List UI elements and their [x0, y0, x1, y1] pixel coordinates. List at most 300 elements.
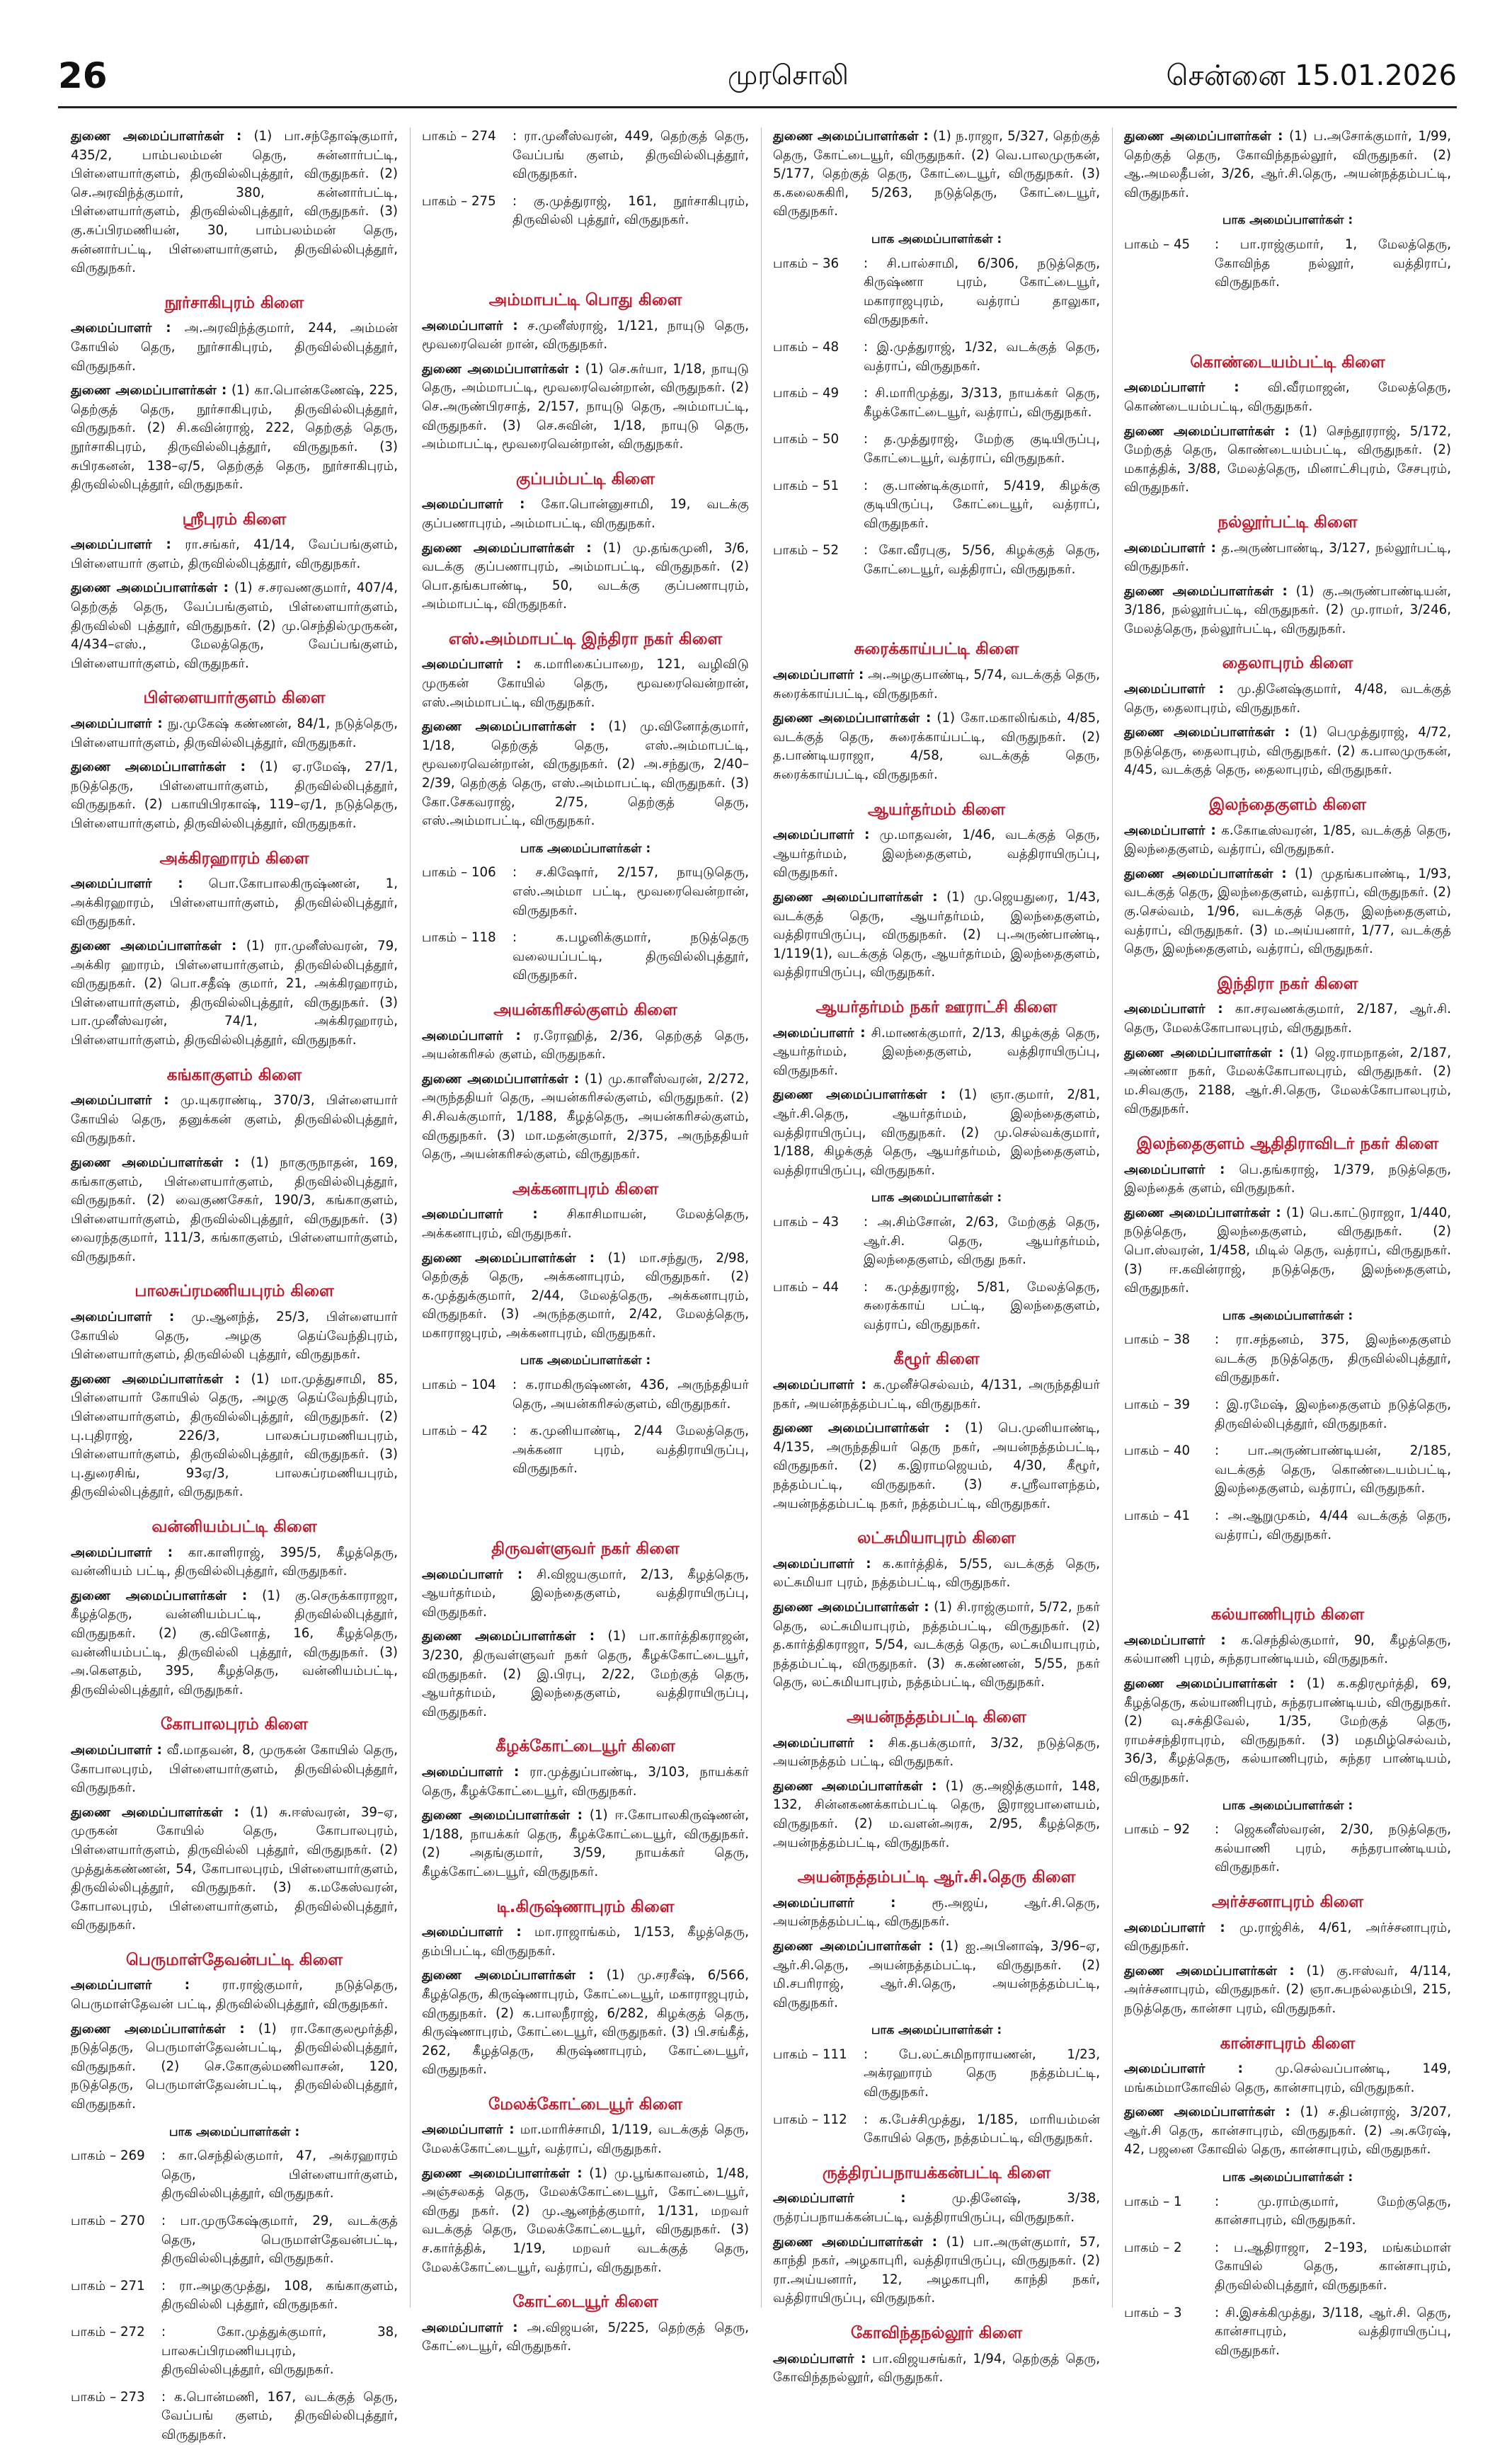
- label: துணை அமைப்பாளர்கள் :: [422, 540, 592, 556]
- label: துணை அமைப்பாளர்கள் :: [71, 580, 229, 596]
- label: துணை அமைப்பாளர்கள் :: [773, 1421, 950, 1436]
- branch-heading: வன்னியம்பட்டி கிளை: [151, 1518, 317, 1536]
- booth-number: பாகம் – 44: [773, 1279, 840, 1295]
- text: மு.செல்வப்பாண்டி, 149, மங்கம்மாகோவில் தெரு, கான்சாபுரம், விருதுநகர்.: [1124, 2061, 1451, 2095]
- text: (1) க.கதிரமூர்த்தி, 69, கீழத்தெரு, கல்யாணிபுரம், சுந்தரபாண்டியம், விருதுநகர். (2) வு.சக்திவேல், 1/35, மேற்குத் தெரு, ராமச்சந்திராபுரம், விருதுநகர். (3) மதமிழ்செல்வம், 36/3, கீழத்தெரு, கல்யாணிபுரம், சுந்தர பாண்டியம், விருதுநகர்.: [1124, 1676, 1451, 1785]
- text: கா.காளிராஜ், 395/5, கீழத்தெரு, வன்னியம் பட்டி, திருவில்லிபுத்தூர், விருதுநகர்.: [71, 1545, 398, 1579]
- deputy-organizers: [422, 718, 749, 831]
- branch-heading: சுரைக்காய்பட்டி கிளை: [854, 640, 1019, 659]
- spacer: [773, 588, 1100, 624]
- label: துணை அமைப்பாளர்கள் :: [422, 1808, 583, 1823]
- text: (1) பெமுத்துராஜ், 4/72, நடுத்தெரு, தைலாபுரம், விருதுநகர். (2) க.பாலமுருகன், 4/45, வடக்குத் தெரு, தைலாபுரம், விருதுநகர்.: [1124, 725, 1451, 778]
- branch-heading: இலந்தைகுளம் ஆதிதிராவிடர் நகர் கிளை: [1136, 1134, 1439, 1153]
- text: (1) ஜெ.ராமநாதன், 2/187, அண்ணா நகர், மேலக்கோபாலபுரம், விருதுநகர். (2) ம.சிவகுரு, 2188, ஆர்.சி.தெரு, மேலக்கோபாலபுரம், விருதுநகர்.: [1124, 1045, 1451, 1117]
- label: அமைப்பாளர் :: [1124, 1162, 1225, 1177]
- text: சிகாசிமாயன், மேலத்தெரு, அக்கனாபுரம், விருதுநகர்.: [422, 1207, 749, 1241]
- deputy-organizers: [1124, 1675, 1451, 1788]
- text: க.கார்த்திக், 5/55, வடக்குத் தெரு, லட்சுமியா புரம், நத்தம்பட்டி, விருதுநகர்.: [773, 1556, 1100, 1591]
- deputy-organizers: [422, 539, 749, 614]
- label: அமைப்பாளர் :: [1124, 1632, 1226, 1648]
- deputy-organizers: [71, 1370, 398, 1502]
- label: அமைப்பாளர் :: [422, 1028, 521, 1043]
- organizer: [773, 1894, 1100, 1932]
- text: (1) பெ.காட்டுராஜா, 1/440, நடுத்தெரு, இலந்தைகுளம், விருதுநகர். (2) பொ.ஸ்வரன், 1/458, மிடில் தெரு, வத்ராப், விருதுநகர். (3) ஈ.கவின்ராஜ், நடுத்தெரு, இலந்தைகுளம், விருதுநகர்.: [1124, 1205, 1451, 1296]
- branch-heading: கொண்டையம்பட்டி கிளை: [1190, 353, 1385, 372]
- label: துணை அமைப்பாளர்கள் :: [1124, 725, 1290, 740]
- booth-text: : அ.ஆறுமுகம், 4/44 வடக்குத் தெரு, வத்ராப், விருதுநகர்.: [1215, 1508, 1451, 1542]
- deputy-organizers: [422, 1249, 749, 1344]
- label: அமைப்பாளர் :: [71, 1545, 173, 1560]
- label: அமைப்பாளர் :: [773, 668, 864, 683]
- branch-heading: ருத்திரப்பநாயக்கன்பட்டி கிளை: [822, 2163, 1051, 2182]
- booth-text: : கு.முத்துராஜ், 161, நூர்சாகிபுரம், திருவில்லி புத்தூர், விருதுநகர்.: [512, 193, 749, 228]
- text: மா.மாரிச்சாமி, 1/119, வடக்குத் தெரு, மேலக்கோட்டையூர், வத்ராப், விருதுநகர்.: [422, 2122, 749, 2157]
- text: (1) ஏ.ரமேஷ், 27/1, நடுத்தெரு, பிள்ளையார்குளம், திருவில்லிபுத்தூர், விருதுநகர். (2) பகாயிபிரகாஷ், 119–ஏ/1, நடுத்தெரு, பிள்ளையார்குளம், திருவில்லிபுத்தூர், விருதுநகர்.: [71, 760, 398, 831]
- label: துணை அமைப்பாளர்கள் :: [71, 2021, 245, 2037]
- booth-number: பாகம் – 104: [422, 1378, 496, 1393]
- organizer: [1124, 2060, 1451, 2097]
- branch-heading: கோட்டையூர் கிளை: [512, 2293, 658, 2312]
- text: (1) மு.பூங்காவனம், 1/48, அஞ்சலகத் தெரு, மேலக்கோட்டையூர், கோட்டையூர், விருது நகர். (2) மு.ஆனந்த்குமார், 1/131, மறவர் வடக்குத் தெரு, மேலக்கோட்டையூர், விருதுநகர். (3) ச.கார்த்திக், 1/19, மறவர் வடக்குத் தெரு, மேலக்கோட்டையூர், வத்ராப், விருதுநகர்.: [422, 2165, 749, 2275]
- text: (1) கு.ஈஸ்வர், 4/114, அர்ச்சனாபுரம், விருதுநகர். (2) ஞா.சுபநல்லதம்பி, 215, நடுத்தெரு, கான்சா புரம், விருதுநகர்.: [1124, 1963, 1451, 2016]
- booth-number: பாகம் – 92: [1124, 1822, 1191, 1838]
- booth-number: பாகம் – 275: [422, 193, 496, 209]
- booth-text: : க.ராமகிருஷ்ணன், 436, அருந்ததியர் தெரு, அயன்கரிசல்குளம், விருதுநகர்.: [512, 1378, 749, 1412]
- organizer: [1124, 1919, 1451, 1957]
- column-2: [422, 127, 749, 2354]
- label: அமைப்பாளர் :: [773, 1025, 866, 1041]
- label: துணை அமைப்பாளர்கள் :: [773, 1778, 937, 1794]
- branch-heading: அம்மாபட்டி பொது கிளை: [488, 290, 682, 309]
- text: (1) மா.சந்துரு, 2/98, தெற்குத் தெரு, அக்கனாபுரம், விருதுநகர். (2) க.முத்துக்குமார், 2/44, மேலத்தெரு, அக்கனாபுரம், விருதுநகர். (3) அருந்தகுமார், 2/42, மேலத்தெரு, மகாராஜபுரம், அக்கனாபுரம், விருதுநகர்.: [422, 1250, 749, 1341]
- booth-row: [71, 2388, 398, 2445]
- booth-row: [773, 1278, 1100, 1335]
- text: ர.ரோஹித், 2/36, தெற்குத் தெரு, அயன்கரிசல் குளம், விருதுநகர்.: [422, 1028, 749, 1063]
- booth-text: : ச.கிஷோர், 2/157, நாயுடுதெரு, எஸ்.அம்மா பட்டி, மூவரைவென்றான், விருதுநகர்.: [512, 865, 749, 918]
- branch-heading: கோபாலபுரம் கிளை: [160, 1715, 309, 1734]
- column-divider: [410, 127, 411, 2308]
- label: துணை அமைப்பாளர்கள் :: [773, 1600, 929, 1615]
- label: அமைப்பாளர் :: [71, 1978, 190, 1993]
- label: துணை அமைப்பாளர்கள் :: [71, 1804, 239, 1820]
- booth-number: பாகம் – 45: [1124, 236, 1191, 252]
- text: (1) சி.ராஜ்குமார், 5/72, நகர் தெரு, லட்சுமியாபுரம், நத்தம்பட்டி, விருதுநகர். (2) த.கார்த்திகராஜா, 5/54, வடக்குத் தெரு, லட்சுமியாபுரம், நத்தம்பட்டி, விருதுநகர். (3) சு.கண்ணன், 5/55, நகர் தெரு, லட்சுமியாபுரம், நத்தம்பட்டி, விருதுநகர்.: [773, 1600, 1100, 1690]
- booth-row: [71, 2147, 398, 2204]
- page-number: 26: [58, 55, 108, 96]
- text: சி.மாணக்குமார், 2/13, கிழக்குத் தெரு, ஆயர்தர்மம், இலந்தைகுளம், வத்திராயிருப்பு, விருதுநகர்.: [773, 1025, 1100, 1078]
- label: அமைப்பாளர் :: [773, 1735, 874, 1751]
- organizer: [71, 1741, 398, 1798]
- text: (1) ந.ராஜா, 5/327, தெற்குத் தெரு, கோட்டையூர், விருதுநகர். (2) வெ.பாலமுருகன், 5/177, தெற்குத் தெரு, கோட்டையூர், விருதுநகர். (3) க.கலைசுகிரி, 5/263, நடுத்தெரு, கோட்டையூர், விருதுநகர்.: [773, 129, 1100, 219]
- booth-row: [1124, 1507, 1451, 1545]
- booth-text: : க.பழனிக்குமார், நடுத்தெரு வலையப்பட்டி, திருவில்லிபுத்தூர், விருதுநகர்.: [512, 930, 749, 983]
- label: அமைப்பாளர் :: [1124, 1002, 1223, 1017]
- booth-text: : கா.செந்தில்குமார், 47, அக்ரஹாரம் தெரு, பிள்ளையார்குளம், திருவில்லிபுத்தூர், விருதுநகர்.: [161, 2148, 398, 2201]
- booth-number: பாகம் – 274: [422, 129, 496, 144]
- branch-heading: நூர்சாகிபுரம் கிளை: [164, 293, 304, 312]
- text: (1) ச.திபன்ராஜ், 3/207, ஆர்.சி தெரு, கான்சாபுரம், விருதுநகர். (2) அ.சுரேஷ், 42, பஜனை கோவில் தெரு, கான்சாபுரம், விருதுநகர்.: [1124, 2105, 1451, 2158]
- booth-text: : அ.சிம்சோன், 2/63, மேற்குத் தெரு, ஆர்.சி. தெரு, ஆயர்தர்மம், இலந்தைகுளம், விருது நகர்.: [864, 1214, 1100, 1268]
- label: அமைப்பாளர் :: [422, 1764, 520, 1780]
- text: க.மாரிகைப்பாறை, 121, வழிவிடு முருகன் கோயில் தெரு, மூவரைவென்றான், எஸ்.அம்மாபட்டி, விருதுநகர்.: [422, 657, 749, 710]
- deputy-organizers: [71, 758, 398, 833]
- section-subheading: பாக அமைப்பாளர்கள் :: [1222, 1798, 1353, 1813]
- text: க.கோடீஸ்வரன், 1/85, வடக்குத் தெரு, இலந்தைகுளம், வத்ராப், விருதுநகர்.: [1124, 823, 1451, 857]
- text: மு.தினேஷ், 3/38, ருத்ரப்பநாயக்கன்பட்டி, வத்திராயிருப்பு, விருதுநகர்.: [773, 2191, 1100, 2226]
- branch-heading: கான்சாபுரம் கிளை: [1220, 2034, 1356, 2053]
- label: துணை அமைப்பாளர்கள் :: [422, 1629, 595, 1644]
- text: பொ.கோபாலகிருஷ்ணன், 1, அக்கிரஹாரம், பிள்ளையார்குளம், திருவில்லிபுத்தூர், விருதுநகர்.: [71, 876, 398, 929]
- booth-row: [1124, 2193, 1451, 2231]
- text: ரா.சங்கர், 41/14, வேப்பங்குளம், பிள்ளையார் குளம், திருவில்லிபுத்தூர், விருதுநகர்.: [71, 537, 398, 571]
- booth-row: [773, 430, 1100, 468]
- text: சி.விஜயகுமார், 2/13, கீழத்தெரு, ஆயர்தர்மம், இலந்தைகுளம், வத்திராயிருப்பு, விருதுநகர்.: [422, 1567, 749, 1620]
- deputy-organizers: [422, 1070, 749, 1164]
- booth-text: : சி.இசக்கிமுத்து, 3/118, ஆர்.சி. தெரு, கான்சாபுரம், வத்திராயிருப்பு, விருதுநகர்.: [1215, 2305, 1451, 2358]
- text: (1) மா.முத்துசாமி, 85, பிள்ளையார் கோயில் தெரு, அழகு தெய்வேந்திபுரம், பிள்ளையார்குளம், திருவில்லிபுத்தூர், விருதுநகர். (2) பு.புதிராஜ், 226/3, பாலசுப்பரமணியபுரம், பிள்ளையார்குளம், திருவில்லிபுத்தூர், விருதுநகர். (3) பு.துரைசிங், 93ஏ/3, பாலசுப்ரமணியபுரம், திருவில்லிபுத்தூர், விருதுநகர்.: [71, 1371, 398, 1500]
- branch-heading: பிள்ளையார்குளம் கிளை: [143, 689, 326, 708]
- label: அமைப்பாளர் :: [773, 1895, 896, 1911]
- section-subheading: பாக அமைப்பாளர்கள் :: [1222, 1308, 1353, 1323]
- deputy-organizers: [1124, 2103, 1451, 2160]
- label: துணை அமைப்பாளர்கள் :: [773, 711, 932, 726]
- text: க.முனீச்செல்வம், 4/131, அருந்ததியர் நகர், அயன்நத்தம்பட்டி, விருதுநகர்.: [773, 1378, 1100, 1412]
- organizer: [1124, 539, 1451, 577]
- deputy-organizers: [773, 709, 1100, 784]
- label: துணை அமைப்பாளர்கள் :: [773, 1087, 946, 1103]
- label: துணை அமைப்பாளர்கள் :: [71, 938, 237, 954]
- branch-heading: அயன்நத்தம்பட்டி கிளை: [847, 1707, 1026, 1727]
- branch-heading: கோவிந்தநல்லூர் கிளை: [850, 2324, 1023, 2342]
- deputy-organizers: [1124, 423, 1451, 498]
- deputy-organizers: [1124, 1962, 1451, 2019]
- deputy-organizers: [1124, 1044, 1451, 1119]
- booth-number: பாகம் – 49: [773, 386, 840, 401]
- page-header: [0, 0, 1512, 96]
- label: துணை அமைப்பாளர்கள் :: [773, 890, 938, 905]
- label: அமைப்பாளர் :: [422, 2320, 518, 2335]
- text: மு.ராஜ்சிக், 4/61, அர்ச்சனாபுரம், விருதுநகர்.: [1124, 1920, 1451, 1954]
- organizer: [422, 655, 749, 712]
- booth-number: பாகம் – 106: [422, 865, 496, 881]
- booth-number: பாகம் – 42: [422, 1424, 488, 1439]
- booth-text: : கோ.வீரபுகு, 5/56, கிழக்குத் தெரு, கோட்டையூர், வத்திராப், விருதுநகர்.: [864, 543, 1100, 577]
- booth-text: : ஜெகனீஸ்வரன், 2/30, நடுத்தெரு, கல்யாணி புரம், சுந்தரபாண்டியம், விருதுநகர்.: [1215, 1822, 1451, 1875]
- booth-text: : க.பொன்மணி, 167, வடக்குத் தெரு, வேப்பங் குளம், திருவில்லிபுத்தூர், விருதுநகர்.: [161, 2389, 398, 2442]
- organizer: [422, 496, 749, 533]
- branch-heading: பெருமாள்தேவன்பட்டி கிளை: [125, 1950, 343, 1969]
- text: அ.அழகுபாண்டி, 5/74, வடக்குத் தெரு, சுரைக்காய்பட்டி, விருதுநகர்.: [773, 668, 1100, 702]
- organizer: [422, 1763, 749, 1801]
- label: அமைப்பாளர் :: [422, 1567, 523, 1582]
- deputy-organizers: [422, 2165, 749, 2278]
- organizer: [422, 317, 749, 355]
- deputy-organizers: [773, 127, 1100, 222]
- text: (1) ரா.முனீஸ்வரன், 79, அக்கிர ஹாரம், பிள்ளையார்குளம், திருவில்லிபுத்தூர், விருதுநகர். (2) பொ.சதீஷ் குமார், 21, அக்கிரஹாரம், பிள்ளையார்குளம், திருவில்லிபுத்தூர், விருதுநகர். (3) பா.முனீஸ்வரன், 74/1, அக்கிரஹாரம், பிள்ளையார்குளம், திருவில்லிபுத்தூர், விருதுநகர்.: [71, 938, 398, 1048]
- label: அமைப்பாளர் :: [422, 2122, 515, 2138]
- branch-heading: பாலசுப்ரமணியபுரம் கிளை: [134, 1282, 334, 1301]
- booth-number: பாகம் – 3: [1124, 2305, 1182, 2320]
- booth-row: [1124, 1821, 1451, 1877]
- deputy-organizers: [773, 1777, 1100, 1853]
- booth-number: பாகம் – 112: [773, 2112, 847, 2127]
- text: (1) பா.அருள்குமார், 57, காந்தி நகர், அழகாபுரி, வத்திராயிருப்பு, விருதுநகர். (2) ரா.அய்யனார், 12, அழகாபுரி, காந்தி நகர், வத்திராயிருப்பு, விருதுநகர்.: [773, 2234, 1100, 2306]
- label: துணை அமைப்பாளர்கள் :: [71, 1588, 248, 1603]
- deputy-organizers: [773, 1598, 1100, 1693]
- organizer: [71, 875, 398, 932]
- label: துணை அமைப்பாளர்கள் :: [422, 1071, 580, 1087]
- booth-text: : பே.லட்சுமிநாராயணன், 1/23, அக்ரஹாரம் தெரு நத்தம்பட்டி, விருதுநகர்.: [864, 2046, 1100, 2100]
- organizer: [1124, 1632, 1451, 1669]
- booth-row: [422, 127, 749, 184]
- booth-number: பாகம் – 48: [773, 339, 840, 355]
- booth-text: : பா.ராஜ்குமார், 1, மேலத்தெரு, கோவிந்த நல்லூர், வத்திராப், விருதுநகர்.: [1215, 236, 1451, 290]
- text: (1) ஞா.குமார், 2/81, ஆர்.சி.தெரு, ஆயர்தர்மம், இலந்தைகுளம், வத்திராயிருப்பு, விருதுநகர். (2) மு.செல்வக்குமார், 1/188, கிழக்குத் தெரு, ஆயர்தர்மம், இலந்தைகுளம், வத்திராயிருப்பு, விருதுநகர்.: [773, 1087, 1100, 1178]
- text: நு.முகேஷ் கண்ணன், 84/1, நடுத்தெரு, பிள்ளையார்குளம், திருவில்லிபுத்தூர், விருதுநகர்.: [71, 716, 398, 750]
- text: (1) பெ.முனியாண்டி, 4/135, அருந்ததியர் தெரு நகர், அயன்நத்தம்பட்டி, விருதுநகர். (2) க.இராமஜெயம், 4/30, கீழூர், நத்தம்பட்டி, விருதுநகர். (3) ச.ஸ்ரீவாளந்தம், அயன்நத்தம்பட்டி நகர், நத்தம்பட்டி, விருதுநகர்.: [773, 1421, 1100, 1511]
- organizer: [71, 715, 398, 752]
- organizer: [422, 2121, 749, 2158]
- booth-row: [773, 2046, 1100, 2102]
- label: துணை அமைப்பாளர்கள் :: [1124, 866, 1287, 881]
- branch-heading: தைலாபுரம் கிளை: [1222, 654, 1353, 673]
- section-subheading: பாக அமைப்பாளர்கள் :: [168, 2124, 300, 2139]
- text: ரா.ராஜ்குமார், நடுத்தெரு, பெருமாள்தேவன் பட்டி, திருவில்லிபுத்தூர், விருதுநகர்.: [71, 1978, 398, 2012]
- deputy-organizers: [71, 127, 398, 278]
- organizer: [71, 536, 398, 573]
- text: மு.தினேஷ்குமார், 4/48, வடக்குத் தெரு, தைலாபுரம், விருதுநகர்.: [1124, 682, 1451, 716]
- label: துணை அமைப்பாளர்கள் :: [422, 2165, 583, 2181]
- text: (1) மு.தங்கமுனி, 3/6, வடக்கு குப்பணாபுரம், அம்மாபட்டி, விருதுநகர். (2) பொ.தங்கபாண்டி, 50, வடக்கு குப்பணாபுரம், அம்மாபட்டி, விருதுநகர்.: [422, 540, 749, 612]
- organizer: [773, 826, 1100, 883]
- organizer: [1124, 822, 1451, 859]
- booth-number: பாகம் – 51: [773, 478, 840, 493]
- booth-number: பாகம் – 270: [71, 2214, 145, 2228]
- booth-text: : ரா.அழகுமுத்து, 108, கங்காகுளம், திருவில்லி புத்தூர், விருதுநகர்.: [161, 2278, 398, 2313]
- organizer: [773, 1024, 1100, 1081]
- booth-row: [1124, 1442, 1451, 1499]
- branch-heading: ஸ்ரீபுரம் கிளை: [182, 510, 287, 529]
- label: அமைப்பாளர் :: [773, 1378, 866, 1393]
- organizer: [422, 1027, 749, 1065]
- organizer: [1124, 379, 1451, 416]
- booth-number: பாகம் – 50: [773, 432, 840, 447]
- booth-text: : இ.முத்துராஜ், 1/32, வடக்குத் தெரு, வத்ராப், விருதுநகர்.: [864, 339, 1100, 374]
- label: அமைப்பாளர் :: [773, 828, 870, 843]
- branch-heading: டி.கிருஷ்ணாபுரம் கிளை: [496, 1897, 675, 1916]
- label: துணை அமைப்பாளர்கள் :: [773, 2234, 938, 2250]
- label: துணை அமைப்பாளர்கள் :: [71, 383, 227, 399]
- booth-number: பாகம் – 271: [71, 2278, 145, 2294]
- organizer: [71, 1092, 398, 1148]
- booth-text: : பா.முருகேஷ்குமார், 29, வடக்குத் தெரு, பெருமாள்தேவன்பட்டி, திருவில்லிபுத்தூர், விருதுநகர்.: [161, 2214, 398, 2267]
- booth-number: பாகம் – 39: [1124, 1397, 1191, 1413]
- label: அமைப்பாளர் :: [71, 716, 163, 732]
- branch-heading: இந்திரா நகர் கிளை: [1217, 974, 1358, 993]
- booth-text: : கு.பாண்டிக்குமார், 5/419, கிழக்கு குடியிருப்பு, கோட்டையூர், வத்ராப், விருதுநகர்.: [864, 478, 1100, 531]
- booth-number: பாகம் – 38: [1124, 1332, 1191, 1348]
- text: (1) ரா.கோகுலமூர்த்தி, நடுத்தெரு, பெருமாள்தேவன்பட்டி, திருவில்லிபுத்தூர், விருதுநகர். (2) செ.கோகுல்மணிவாசன், 120, நடுத்தெரு, பெருமாள்தேவன்பட்டி, திருவில்லிபுத்தூர், விருதுநகர்.: [71, 2021, 398, 2112]
- section-subheading: பாக அமைப்பாளர்கள் :: [520, 1353, 651, 1368]
- organizer: [71, 1308, 398, 1365]
- organizer: [422, 2319, 749, 2357]
- booth-number: பாகம் – 40: [1124, 1443, 1191, 1459]
- branch-heading: நல்லூர்பட்டி கிளை: [1218, 513, 1358, 532]
- booth-number: பாகம் – 43: [773, 1214, 840, 1230]
- text: ரூ.அஜய், ஆர்.சி.தெரு, அயன்நத்தம்பட்டி, விருதுநகர்.: [773, 1895, 1100, 1930]
- branch-heading: கங்காகுளம் கிளை: [166, 1065, 302, 1084]
- organizer: [71, 1544, 398, 1581]
- booth-number: பாகம் – 269: [71, 2148, 145, 2164]
- deputy-organizers: [773, 888, 1100, 983]
- text: கா.சரவணக்குமார், 2/187, ஆர்.சி. தெரு, மேலக்கோபாலபுரம், விருதுநகர்.: [1124, 1002, 1451, 1036]
- text: பா.விஜயசங்கர், 1/94, தெற்குத் தெரு, கோவிந்தநல்லூர், விருதுநகர்.: [773, 2351, 1100, 2386]
- deputy-organizers: [773, 1086, 1100, 1180]
- organizer: [773, 666, 1100, 704]
- label: அமைப்பாளர் :: [422, 1925, 522, 1940]
- spacer: [1124, 301, 1451, 338]
- branch-heading: அயன்கரிசல்குளம் கிளை: [493, 1000, 677, 1019]
- booth-row: [422, 929, 749, 985]
- booth-row: [1124, 236, 1451, 292]
- label: துணை அமைப்பாளர்கள் :: [422, 361, 580, 377]
- organizer: [773, 1734, 1100, 1772]
- text: (1) கு.அருண்பாண்டியன், 3/186, நல்லூர்பட்டி, விருதுநகர். (2) மு.ராமர், 3/246, மேலத்தெரு, நல்லூர்பட்டி, விருதுநகர்.: [1124, 583, 1451, 636]
- label: துணை அமைப்பாளர்கள் :: [71, 1371, 240, 1387]
- booth-number: பாகம் – 272: [71, 2324, 145, 2340]
- deputy-organizers: [71, 579, 398, 673]
- booth-row: [773, 384, 1100, 422]
- text: சிக.தபக்குமார், 3/32, நடுத்தெரு, அயன்நத்தம் பட்டி, விருதுநகர்.: [773, 1735, 1100, 1770]
- column-4: [1124, 127, 1451, 2358]
- label: துணை அமைப்பாளர்கள் :: [422, 1968, 594, 1983]
- branch-heading: அர்ச்சனாபுரம் கிளை: [1211, 1892, 1364, 1911]
- booth-row: [773, 1213, 1100, 1270]
- deputy-organizers: [1124, 1204, 1451, 1298]
- deputy-organizers: [422, 1806, 749, 1882]
- organizer: [773, 1376, 1100, 1414]
- text: (1) நாகுருநாதன், 169, கங்காகுளம், பிள்ளையார்குளம், திருவில்லிபுத்தூர், விருதுநகர். (2) வைகுணசேகர், 190/3, கங்காகுளம், பிள்ளையார்குளம், திருவில்லிபுத்தூர், விருதுநகர். (3) வைரந்தகுமார், 111/3, கங்காகுளம், பிள்ளையார்குளம், விருதுநகர்.: [71, 1155, 398, 1264]
- column-1: [71, 127, 398, 2442]
- deputy-organizers: [773, 1419, 1100, 1513]
- column-divider: [1112, 127, 1113, 2308]
- booth-row: [1124, 2239, 1451, 2296]
- text: (1) சு.ஈஸ்வரன், 39–ஏ, முருகன் கோயில் தெரு, கோபாலபுரம், பிள்ளையார்குளம், திருவில்லி புத்தூர், விருதுநகர். (2) முத்துக்கண்ணன், 54, கோபாலபுரம், பிள்ளையார்குளம், திருவில்லிபுத்தூர், விருதுநகர். (3) க.மகேஸ்வரன், கோபாலபுரம், பிள்ளையார்குளம், திருவில்லிபுத்தூர், விருதுநகர்.: [71, 1804, 398, 1933]
- text: மு.மாதவன், 1/46, வடக்குத் தெரு, ஆயர்தர்மம், இலந்தைகுளம், வத்திராயிருப்பு, விருதுநகர்.: [773, 828, 1100, 881]
- label: துணை அமைப்பாளர்கள் :: [422, 1250, 595, 1266]
- label: அமைப்பாளர் :: [1124, 682, 1224, 697]
- deputy-organizers: [71, 937, 398, 1050]
- spacer: [422, 1487, 749, 1524]
- section-subheading: பாக அமைப்பாளர்கள் :: [1222, 2170, 1353, 2185]
- booth-row: [773, 2111, 1100, 2148]
- organizer: [71, 319, 398, 376]
- booth-row: [422, 193, 749, 230]
- deputy-organizers: [422, 360, 749, 454]
- label: அமைப்பாளர் :: [422, 497, 525, 513]
- booth-row: [71, 2323, 398, 2380]
- label: அமைப்பாளர் :: [71, 1093, 169, 1109]
- label: அமைப்பாளர் :: [422, 657, 522, 672]
- label: துணை அமைப்பாளர்கள் :: [773, 129, 929, 144]
- organizer: [71, 1976, 398, 2014]
- branch-heading: லட்சுமியாபுரம் கிளை: [857, 1529, 1016, 1548]
- dateline: சென்னை 15.01.2026: [1166, 59, 1457, 92]
- text: (1) செ.சுர்யா, 1/18, நாயுடு தெரு, அம்மாபட்டி, மூவரைவென்றான், விருதுநகர். (2) செ.அருண்பிரசாத், 2/157, நாயுடு தெரு, அம்மாபட்டி, விருதுநகர். (3) செ.சுவின், 1/18, நாயுடு தெரு, அம்மாபட்டி, மூவரைவென்றான், விருதுநகர்.: [422, 361, 749, 452]
- booth-number: பாகம் – 2: [1124, 2240, 1182, 2255]
- text: மா.ராஜாங்கம், 1/153, கீழத்தெரு, தம்பிபட்டி, விருதுநகர்.: [422, 1925, 749, 1959]
- text: (1) மு.காளீஸ்வரன், 2/272, அருந்ததியர் தெரு, அயன்கரிசல்குளம், விருதுநகர். (2) சி.சிவக்குமார், 1/188, கீழத்தெரு, அயன்கரிசல்குளம், விருதுநகர். (3) மா.மதன்குமார், 2/375, அருந்ததியர் தெரு, அயன்கரிசல்குளம், விருதுநகர்.: [422, 1071, 749, 1162]
- branch-heading: எஸ்.அம்மாபட்டி இந்திரா நகர் கிளை: [448, 629, 723, 648]
- branch-heading: மேலக்கோட்டையூர் கிளை: [488, 2095, 683, 2114]
- header-rule: [58, 106, 1457, 108]
- label: துணை அமைப்பாளர்கள் :: [71, 129, 242, 144]
- booth-number: பாகம் – 273: [71, 2389, 145, 2405]
- deputy-organizers: [773, 2233, 1100, 2308]
- label: அமைப்பாளர் :: [773, 2191, 906, 2206]
- section-subheading: பாக அமைப்பாளர்கள் :: [871, 1191, 1002, 1206]
- booth-text: : இ.ரமேஷ், இலந்தைகுளம் நடுத்தெரு, திருவில்லிபுத்தூர், விருதுநகர்.: [1215, 1397, 1451, 1431]
- text: கோ.பொன்னுசாமி, 19, வடக்கு குப்பணாபுரம், அம்மாபட்டி, விருதுநகர்.: [422, 497, 749, 531]
- organizer: [773, 1555, 1100, 1593]
- booth-row: [773, 338, 1100, 376]
- article-columns: [71, 127, 1454, 2442]
- text: (1) மு.சரசீஷ், 6/566, கீழத்தெரு, கிருஷ்ணாபுரம், கோட்டையூர், மகாராஜபுரம், விருதுநகர். (2) க.பாலநீராஜ், 6/282, கிழக்குத் தெரு, கிருஷ்ணாபுரம், கோட்டையூர், விருதுநகர். (3) பி.சங்கீத், 262, கீழத்தெரு, கிருஷ்ணாபுரம், கோட்டையூர், விருதுநகர்.: [422, 1968, 749, 2078]
- organizer: [773, 2189, 1100, 2227]
- branch-heading: கீழக்கோட்டையூர் கிளை: [496, 1737, 675, 1756]
- label: துணை அமைப்பாளர்கள் :: [71, 760, 246, 775]
- text: அ.விஜயன், 5/225, தெற்குத் தெரு, கோட்டையூர், விருதுநகர்.: [422, 2320, 749, 2354]
- booth-text: : க.முனியாண்டி, 2/44 மேலத்தெரு, அக்கனா புரம், வத்திராயிருப்பு, விருதுநகர்.: [512, 1424, 749, 1477]
- booth-row: [422, 864, 749, 920]
- booth-row: [71, 2277, 398, 2315]
- booth-text: : ரா.சந்தனம், 375, இலந்தைகுளம் வடக்கு நடுத்தெரு, திருவில்லிபுத்தூர், விருதுநகர்.: [1215, 1332, 1451, 1385]
- booth-row: [422, 1422, 749, 1479]
- booth-row: [1124, 1396, 1451, 1433]
- deputy-organizers: [773, 1937, 1100, 2012]
- text: (1) முதங்கபாண்டி, 1/93, வடக்குத் தெரு, இலந்தைகுளம், வத்ராப், விருதுநகர். (2) கு.செல்வம், 1/96, வடக்குத் தெரு, இலந்தைகுளம், வத்ராப், விருதுநகர். (3) ம.அய்யனார், 1/77, வடக்குத் தெரு, இலந்தைகுளம், வத்ராப், விருதுநகர்.: [1124, 866, 1451, 957]
- label: அமைப்பாளர் :: [71, 1742, 162, 1758]
- branch-heading: ஆயர்தர்மம் நகர் ஊராட்சி கிளை: [815, 997, 1058, 1017]
- deputy-organizers: [1124, 723, 1451, 780]
- spacer: [422, 239, 749, 275]
- label: துணை அமைப்பாளர்கள் :: [1124, 1045, 1284, 1060]
- booth-text: : சி.பால்சாமி, 6/306, நடுத்தெரு, கிருஷ்ணா புரம், கோட்டையூர், மகாராஜபுரம், வத்ராப் தாலுகா, விருதுநகர்.: [864, 256, 1100, 328]
- text: மு.யுகராண்டி, 370/3, பிள்ளையார் கோயில் தெரு, தனுக்கன் குளம், திருவில்லிபுத்தூர், விருதுநகர்.: [71, 1093, 398, 1146]
- text: ச.முனீஸ்ராஜ், 1/121, நாயுடு தெரு, மூவரைவென் றான், விருதுநகர்.: [422, 318, 749, 353]
- text: அ.அரவிந்த்குமார், 244, அம்மன் கோயில் தெரு, நூர்சாகிபுரம், திருவில்லிபுத்தூர், விருதுநகர்.: [71, 321, 398, 374]
- label: அமைப்பாளர் :: [773, 1556, 871, 1571]
- label: அமைப்பாளர் :: [422, 318, 518, 333]
- booth-text: : ரா.முனீஸ்வரன், 449, தெற்குத் தெரு, வேப்பங் குளம், திருவில்லிபுத்தூர், விருதுநகர்.: [512, 129, 749, 182]
- text: (1) செந்தூரராஜ், 5/172, மேற்குத் தெரு, கொண்டையம்பட்டி, விருதுநகர். (2) மகாத்திக், 3/88, மேலத்தெரு, மினாட்சிபுரம், சேசபுரம், விருதுநகர்.: [1124, 423, 1451, 496]
- booth-text: : க.பேச்சிமுத்து, 1/185, மாரியம்மன் கோயில் தெரு, நத்தம்பட்டி, விருதுநகர்.: [864, 2112, 1100, 2146]
- booth-text: : க.முத்துராஜ், 5/81, மேலத்தெரு, சுரைக்காய் பட்டி, இலந்தைகுளம், வத்ராப், விருதுநகர்.: [864, 1279, 1100, 1332]
- branch-heading: அயன்நத்தம்பட்டி ஆர்.சி.தெரு கிளை: [797, 1868, 1076, 1887]
- deputy-organizers: [71, 2020, 398, 2114]
- branch-heading: கல்யாணிபுரம் கிளை: [1210, 1605, 1365, 1625]
- booth-number: பாகம் – 111: [773, 2046, 847, 2062]
- booth-row: [773, 542, 1100, 579]
- label: துணை அமைப்பாளர்கள் :: [1124, 1205, 1281, 1220]
- text: க.செந்தில்குமார், 90, கீழத்தெரு, கல்யாணி புரம், சுந்தரபாண்டியம், விருதுநகர்.: [1124, 1632, 1451, 1667]
- text: (1) மு.ஜெயதுரை, 1/43, வடக்குத் தெரு, ஆயர்தர்மம், இலந்தைகுளம், வத்திராயிருப்பு, விருதுநகர். (2) பு.அருண்பாண்டி, 1/119(1), வடக்குத் தெரு, ஆயர்தர்மம், இலந்தைகுளம், வத்திராயிருப்பு, விருதுநகர்.: [773, 890, 1100, 980]
- label: அமைப்பாளர் :: [71, 537, 171, 553]
- organizer: [1124, 1000, 1451, 1038]
- branch-heading: ஆயர்தர்மம் கிளை: [867, 800, 1006, 819]
- label: அமைப்பாளர் :: [773, 2351, 866, 2366]
- booth-row: [773, 477, 1100, 534]
